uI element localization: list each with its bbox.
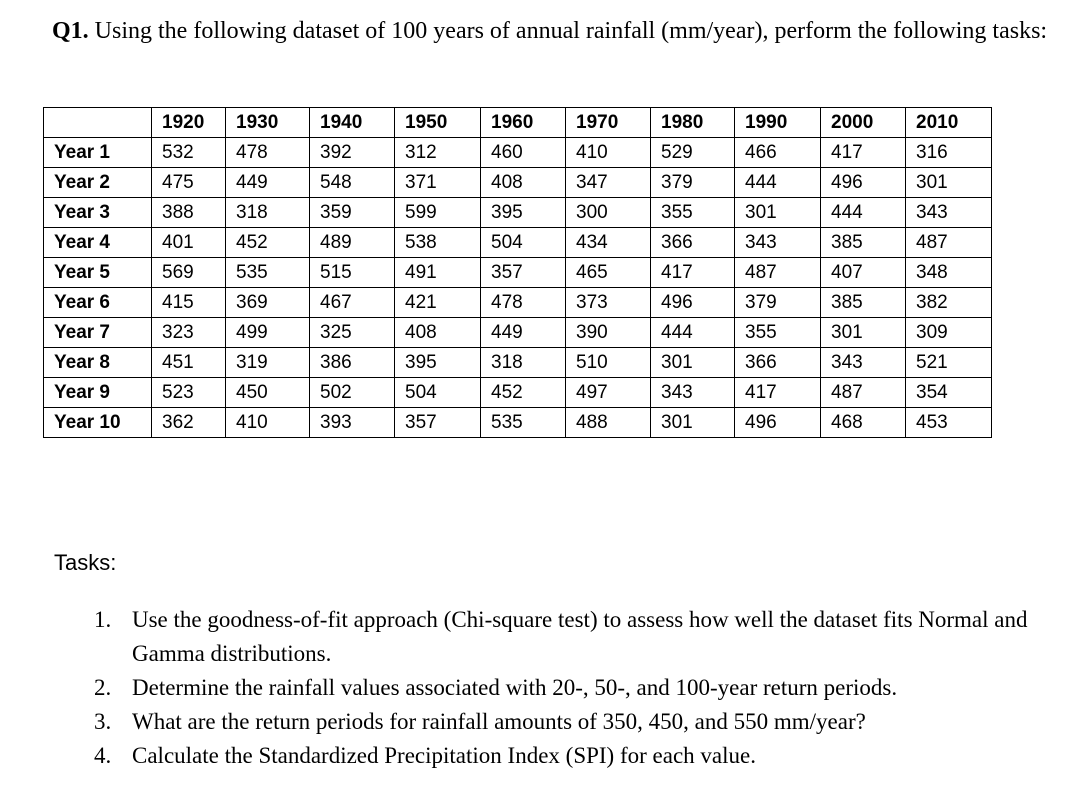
decade-header: 1960 <box>481 108 566 138</box>
rainfall-cell: 410 <box>226 408 310 438</box>
rainfall-cell: 452 <box>481 378 566 408</box>
table-row <box>44 198 992 228</box>
rainfall-cell: 478 <box>226 138 310 168</box>
decade-header: 1980 <box>651 108 735 138</box>
rainfall-cell: 319 <box>226 348 310 378</box>
rainfall-cell: 465 <box>566 258 651 288</box>
rainfall-cell: 496 <box>651 288 735 318</box>
rainfall-cell: 312 <box>395 138 481 168</box>
rainfall-cell: 487 <box>735 258 821 288</box>
rainfall-cell: 379 <box>651 168 735 198</box>
rainfall-cell: 401 <box>152 228 226 258</box>
rainfall-cell: 451 <box>152 348 226 378</box>
rainfall-cell: 434 <box>566 228 651 258</box>
decade-header: 1970 <box>566 108 651 138</box>
rainfall-cell: 491 <box>395 258 481 288</box>
row-label: Year 4 <box>44 228 152 258</box>
rainfall-cell: 343 <box>821 348 906 378</box>
table-row <box>44 138 992 168</box>
row-label: Year 9 <box>44 378 152 408</box>
rainfall-cell: 515 <box>310 258 395 288</box>
table-row <box>44 408 992 438</box>
rainfall-cell: 318 <box>481 348 566 378</box>
rainfall-cell: 408 <box>481 168 566 198</box>
rainfall-cell: 417 <box>821 138 906 168</box>
rainfall-cell: 385 <box>821 288 906 318</box>
rainfall-table <box>43 107 992 438</box>
rainfall-cell: 301 <box>651 348 735 378</box>
rainfall-cell: 468 <box>821 408 906 438</box>
rainfall-cell: 347 <box>566 168 651 198</box>
task-text: What are the return periods for rainfall amounts of 350, 450, and 550 mm/year? <box>132 709 866 734</box>
rainfall-cell: 301 <box>821 318 906 348</box>
rainfall-cell: 316 <box>906 138 992 168</box>
rainfall-cell: 478 <box>481 288 566 318</box>
rainfall-cell: 301 <box>651 408 735 438</box>
rainfall-cell: 417 <box>651 258 735 288</box>
question-body: Using the following dataset of 100 years of annual rainfall (mm/year), perform the following tasks: <box>88 18 1048 44</box>
task-item <box>94 739 1074 773</box>
rainfall-cell: 452 <box>226 228 310 258</box>
rainfall-cell: 450 <box>226 378 310 408</box>
rainfall-cell: 521 <box>906 348 992 378</box>
table-header-row <box>44 108 992 138</box>
decade-header: 2000 <box>821 108 906 138</box>
row-label: Year 8 <box>44 348 152 378</box>
rainfall-cell: 357 <box>481 258 566 288</box>
rainfall-cell: 392 <box>310 138 395 168</box>
rainfall-cell: 343 <box>735 228 821 258</box>
rainfall-cell: 379 <box>735 288 821 318</box>
rainfall-cell: 489 <box>310 228 395 258</box>
rainfall-cell: 371 <box>395 168 481 198</box>
rainfall-cell: 369 <box>226 288 310 318</box>
rainfall-cell: 502 <box>310 378 395 408</box>
task-number: 4. <box>94 743 112 768</box>
rainfall-cell: 357 <box>395 408 481 438</box>
rainfall-cell: 388 <box>152 198 226 228</box>
rainfall-cell: 343 <box>651 378 735 408</box>
rainfall-cell: 300 <box>566 198 651 228</box>
rainfall-cell: 488 <box>566 408 651 438</box>
rainfall-cell: 532 <box>152 138 226 168</box>
rainfall-cell: 421 <box>395 288 481 318</box>
rainfall-cell: 323 <box>152 318 226 348</box>
rainfall-cell: 499 <box>226 318 310 348</box>
row-label: Year 10 <box>44 408 152 438</box>
rainfall-cell: 599 <box>395 198 481 228</box>
task-list <box>94 603 1074 773</box>
table-row <box>44 378 992 408</box>
rainfall-cell: 417 <box>735 378 821 408</box>
task-item <box>94 705 1074 739</box>
rainfall-cell: 467 <box>310 288 395 318</box>
row-label: Year 3 <box>44 198 152 228</box>
question-number: Q1. <box>52 18 89 44</box>
decade-header: 1920 <box>152 108 226 138</box>
task-text: Determine the rainfall values associated with 20-, 50-, and 100-year return periods. <box>132 675 898 700</box>
rainfall-cell: 318 <box>226 198 310 228</box>
rainfall-cell: 395 <box>481 198 566 228</box>
rainfall-cell: 538 <box>395 228 481 258</box>
rainfall-cell: 460 <box>481 138 566 168</box>
rainfall-cell: 382 <box>906 288 992 318</box>
task-item <box>94 671 1074 705</box>
rainfall-cell: 487 <box>906 228 992 258</box>
rainfall-cell: 444 <box>821 198 906 228</box>
rainfall-cell: 343 <box>906 198 992 228</box>
row-label: Year 7 <box>44 318 152 348</box>
decade-header: 1940 <box>310 108 395 138</box>
rainfall-cell: 466 <box>735 138 821 168</box>
row-label: Year 5 <box>44 258 152 288</box>
rainfall-cell: 309 <box>906 318 992 348</box>
rainfall-cell: 453 <box>906 408 992 438</box>
rainfall-cell: 496 <box>821 168 906 198</box>
rainfall-cell: 366 <box>735 348 821 378</box>
rainfall-cell: 366 <box>651 228 735 258</box>
rainfall-cell: 529 <box>651 138 735 168</box>
rainfall-cell: 386 <box>310 348 395 378</box>
row-label: Year 1 <box>44 138 152 168</box>
rainfall-cell: 362 <box>152 408 226 438</box>
rainfall-cell: 487 <box>821 378 906 408</box>
rainfall-cell: 523 <box>152 378 226 408</box>
rainfall-cell: 373 <box>566 288 651 318</box>
table-row <box>44 288 992 318</box>
rainfall-cell: 390 <box>566 318 651 348</box>
rainfall-cell: 535 <box>226 258 310 288</box>
rainfall-cell: 385 <box>821 228 906 258</box>
rainfall-cell: 449 <box>226 168 310 198</box>
rainfall-cell: 359 <box>310 198 395 228</box>
decade-header: 1990 <box>735 108 821 138</box>
rainfall-cell: 301 <box>906 168 992 198</box>
rainfall-cell: 410 <box>566 138 651 168</box>
rainfall-cell: 354 <box>906 378 992 408</box>
rainfall-cell: 393 <box>310 408 395 438</box>
table-row <box>44 318 992 348</box>
decade-header: 1950 <box>395 108 481 138</box>
rainfall-cell: 569 <box>152 258 226 288</box>
rainfall-cell: 497 <box>566 378 651 408</box>
rainfall-cell: 504 <box>481 228 566 258</box>
rainfall-cell: 395 <box>395 348 481 378</box>
table-row <box>44 168 992 198</box>
task-item <box>94 603 1074 671</box>
table-row <box>44 228 992 258</box>
rainfall-cell: 348 <box>906 258 992 288</box>
rainfall-cell: 415 <box>152 288 226 318</box>
rainfall-cell: 355 <box>651 198 735 228</box>
task-number: 2. <box>94 675 112 700</box>
question-text <box>52 14 1082 48</box>
task-text: Use the goodness-of-fit approach (Chi-square test) to assess how well the dataset fits Normal and Gamma distributions. <box>132 607 1028 666</box>
rainfall-cell: 504 <box>395 378 481 408</box>
tasks-heading: Tasks: <box>54 550 117 575</box>
task-text: Calculate the Standardized Precipitation Index (SPI) for each value. <box>132 743 756 768</box>
decade-header: 2010 <box>906 108 992 138</box>
rainfall-cell: 496 <box>735 408 821 438</box>
rainfall-cell: 535 <box>481 408 566 438</box>
row-label: Year 6 <box>44 288 152 318</box>
rainfall-cell: 407 <box>821 258 906 288</box>
rainfall-cell: 449 <box>481 318 566 348</box>
task-number: 3. <box>94 709 112 734</box>
rainfall-cell: 355 <box>735 318 821 348</box>
rainfall-cell: 475 <box>152 168 226 198</box>
rainfall-cell: 444 <box>735 168 821 198</box>
table-corner-cell <box>44 108 152 138</box>
rainfall-cell: 301 <box>735 198 821 228</box>
row-label: Year 2 <box>44 168 152 198</box>
table-body <box>44 138 992 438</box>
rainfall-cell: 548 <box>310 168 395 198</box>
rainfall-cell: 444 <box>651 318 735 348</box>
rainfall-cell: 408 <box>395 318 481 348</box>
rainfall-cell: 510 <box>566 348 651 378</box>
table-row <box>44 348 992 378</box>
rainfall-cell: 325 <box>310 318 395 348</box>
task-number: 1. <box>94 607 112 632</box>
decade-header: 1930 <box>226 108 310 138</box>
table-row <box>44 258 992 288</box>
